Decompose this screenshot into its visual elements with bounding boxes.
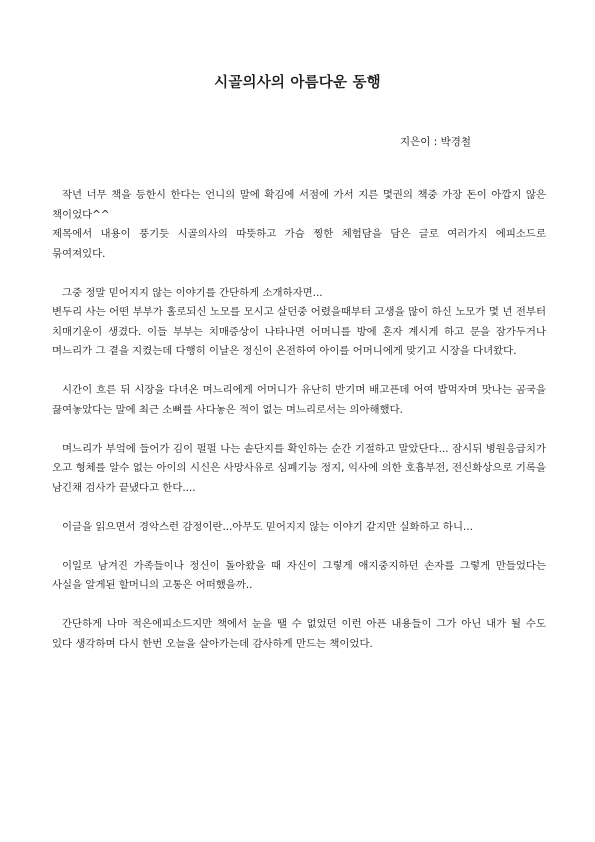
author-line: 지은이 : 박경철 <box>400 136 472 148</box>
paragraph-story-return: 시간이 흐른 뒤 시장을 다녀온 며느리에게 어머니가 유난히 반기며 배고픈데 어여 밥먹자며 맛나는 곰국을 끓여놓았다는 말에 최근 소뼈를 사다놓은 적이 없는 며느리로서는 의아해했다. <box>52 384 546 416</box>
document-body <box>52 186 546 674</box>
paragraph-conclusion: 간단하게 나마 적은에피소드지만 책에서 눈을 땔 수 없었던 이런 아픈 내용들이 그가 아닌 내가 될 수도 있다 생각하며 다시 한번 오늘을 살아가는데 감사하게 만드는 책이었다. <box>52 618 546 650</box>
document-title: 시골의사의 아름다운 동행 <box>214 75 381 91</box>
paragraph-story-discovery: 며느리가 부엌에 들어가 김이 펄펄 나는 솥단지를 확인하는 순간 기절하고 말았단다... 잠시뒤 병원응급치가 오고 형체를 알수 없는 아이의 시신은 사망사유로 심폐기능 정지, 익사에 의한 호흡부전, 전신화상으로 기록을 남긴채 검사가 끝냈다고 한다.... <box>52 442 546 494</box>
paragraph-lead-in: 그중 정말 믿어지지 않는 이야기를 간단하게 소개하자면... <box>62 286 323 299</box>
paragraph-story-setup: 변두리 사는 어떤 부부가 홀로되신 노모를 모시고 살던중 어렸을때부터 고생을 많이 하신 노모가 몇 년 전부터 치매기운이 생겼다. 이들 부부는 치매증상이 나타나면 어머니를 방에 혼자 계시게 하고 문을 잠가두거나 며느리가 그 곁을 지켰는데 다행히 이날은 정신이 온전하여 아이를 어머니에게 맞기고 시장을 다녀왔다. <box>52 306 546 357</box>
paragraph-summary: 제목에서 내용이 풍기듯 시골의사의 따뜻하고 가슴 찡한 체험담을 담은 글로 여러가지 에피소드로 묶여져있다. <box>52 228 546 260</box>
paragraph-reaction: 이글을 읽으면서 경악스런 감정이란...아무도 믿어지지 않는 이야기 같지만 실화하고 하니... <box>62 520 473 533</box>
paragraph-intro: 작년 너무 책을 등한시 한다는 언니의 말에 확김에 서점에 가서 지른 몇권의 책중 가장 돈이 아깝지 않은 책이었다^^ <box>52 189 546 221</box>
paragraph-reflection: 이일로 남겨진 가족들이나 정신이 돌아왔을 때 자신이 그렇게 애지중지하던 손자를 그렇게 만들었다는 사실을 알게된 할머니의 고통은 어떠했을까.. <box>52 559 546 591</box>
